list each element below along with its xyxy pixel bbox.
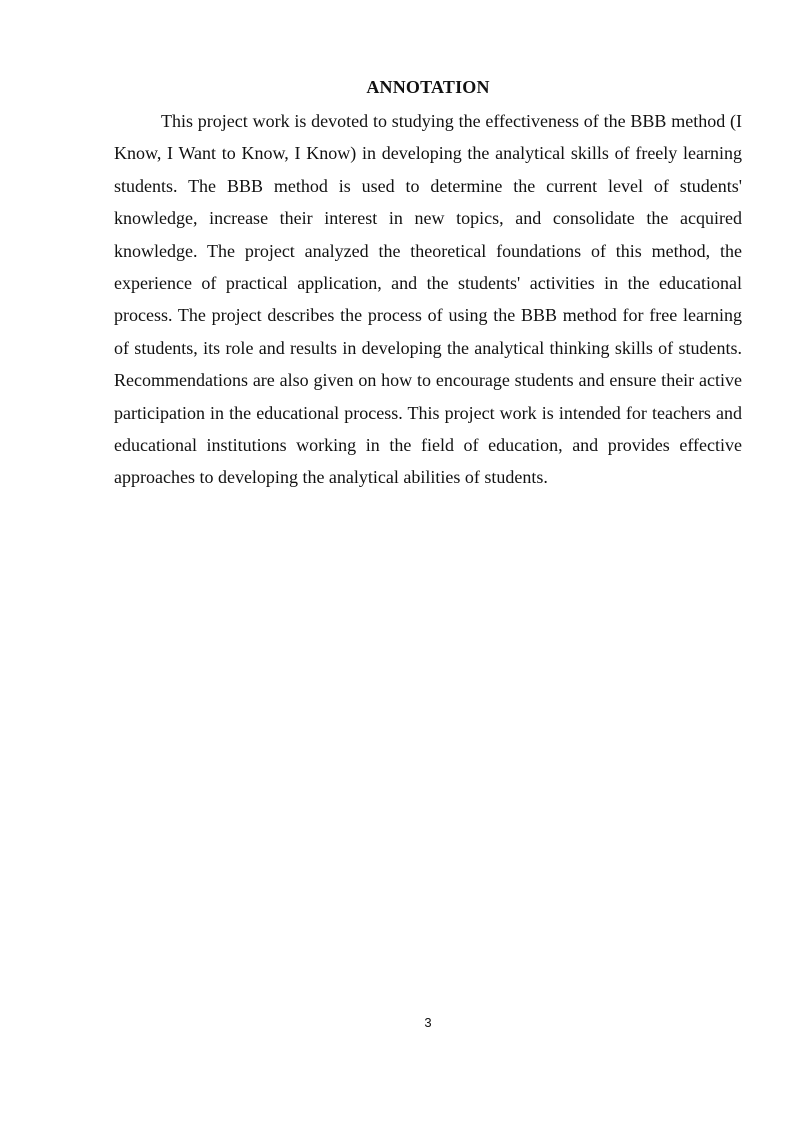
page-number: 3 — [424, 1015, 432, 1030]
annotation-paragraph: This project work is devoted to studying the effectiveness of the BBB method (I Know, I Want to Know, I Know) in developing the analytical skills of freely learning students. The BBB method is used to determine the current level of students' knowledge, increase their interest in new topics, and consolidate the acquired knowledge. The project analyzed the theoretical foundations of this method, the experience of practical application, and the students' activities in the educational process. The project describes the process of using the BBB method for free learning of students, its role and results in developing the analytical thinking skills of students. Recommendations are also given on how to encourage students and ensure their active participation in the educational process. This project work is intended for teachers and educational institutions working in the field of education, and provides effective approaches to developing the analytical abilities of students. — [114, 111, 742, 488]
page-title: ANNOTATION — [366, 77, 490, 97]
